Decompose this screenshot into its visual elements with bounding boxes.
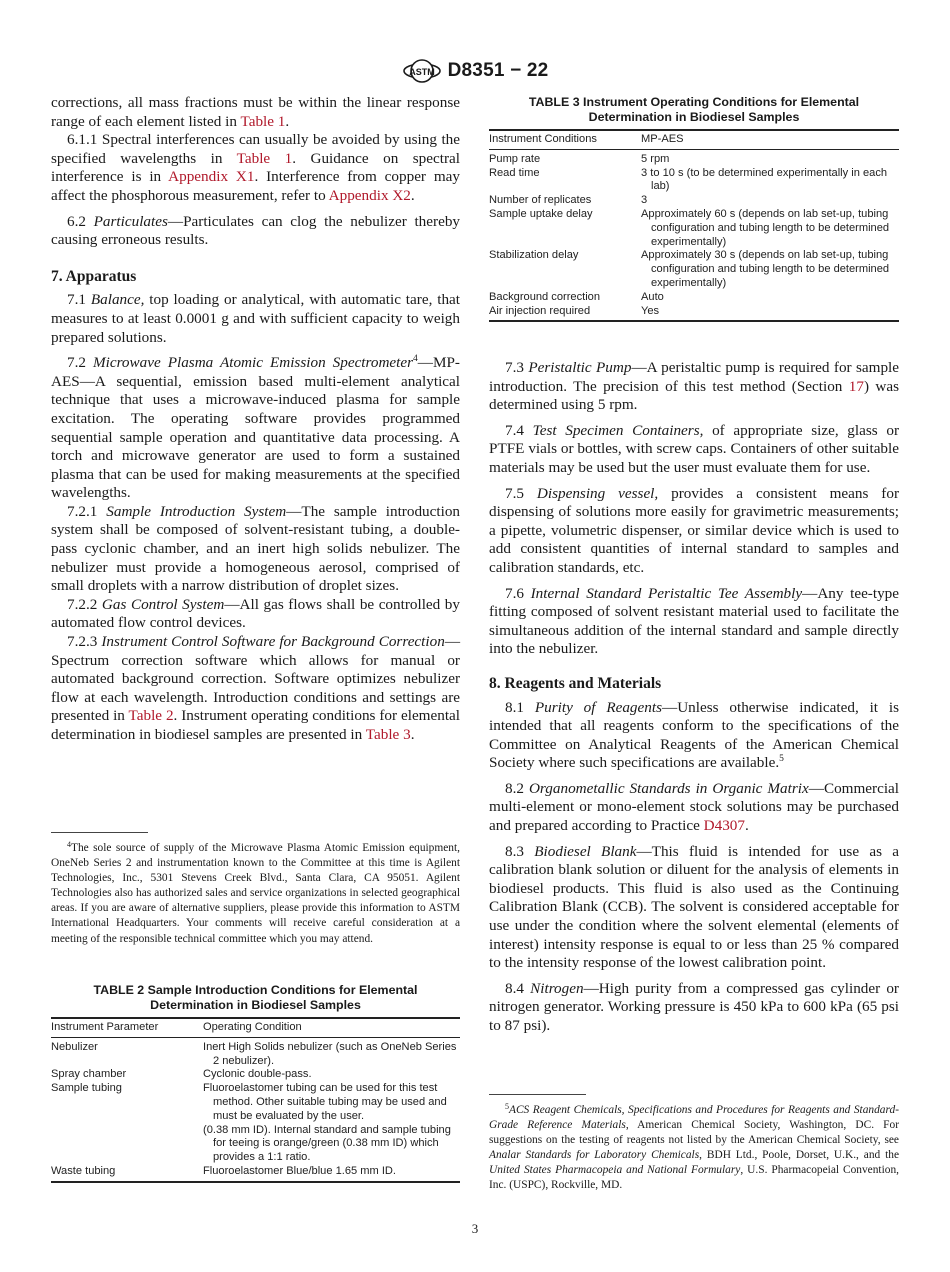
paragraph-7-2-1: 7.2.1 Sample Introduction System—The sample introduction system shall be composed of solvent-resistant tubing, a double-pass cyclonic chamber, and an inert high solids nebulizer. The nebulizer must provide a homogeneous aerosol, comprised of small droplets with a narrow distribution of droplet sizes. <box>51 502 461 595</box>
table-3-title: TABLE 3 Instrument Operating Conditions for Elemental Determination in Biodiesel Samples <box>528 95 860 124</box>
table-row: Nebulizer Inert High Solids nebulizer (such as OneNeb Series 2 nebulizer). <box>51 1040 457 1067</box>
table-row: Waste tubing Fluoroelastomer Blue/blue 1.65 mm ID. <box>51 1164 396 1177</box>
table-row: Number of replicates 3 <box>489 194 648 207</box>
table-3-block <box>489 95 899 322</box>
paragraph-7-3: 7.3 Peristaltic Pump—A peristaltic pump is required for sample introduction. The precision of this test method (Section 17) was determined using 5 rpm. <box>489 359 900 414</box>
link-table-3[interactable]: Table 3 <box>365 726 411 743</box>
paragraph-8-2: 8.2 Organometallic Standards in Organic Matrix—Commercial multi-element or mono-element stock solutions may be purchased and prepared according to Practice D4307. <box>489 779 900 835</box>
svg-text:ASTM: ASTM <box>408 67 435 77</box>
paragraph-7-6: 7.6 Internal Standard Peristaltic Tee Assembly—Any tee-type fitting composed of solvent resistant material used to facilitate the simultaneous addition of the internal standard and sample directly into the nebulizer. <box>489 584 900 658</box>
paragraph-7-2-3: 7.2.3 Instrument Control Software for Background Correction—Spectrum correction software which allows for manual or automated background correction. Software optimizes nebulizer flow at each wavelength. Introduction conditions and settings are presented in Table 2. Instrument operating conditions for elemental determination in biodiesel samples are presented in Table 3. <box>51 633 461 743</box>
paragraph-8-3: 8.3 Biodiesel Blank—This fluid is intended for use as a calibration blank solution or diluent for the analysis of elements in biodiesel products. This fluid is also used as the Continuing Calibration Blank (CCB). The solvent is considered acceptable for use under the condition where the solvent elemental (elements of interest) intensity response is equal to or less than 25 % compared to the intensity response of the lowest calibration point. <box>489 842 900 972</box>
footnote-4-block <box>51 832 460 947</box>
paragraph-8-4: 8.4 Nitrogen—High purity from a compressed gas cylinder or nitrogen generator. Working pressure is 450 kPa to 600 kPa (65 psi to 87 psi). <box>489 979 899 1034</box>
link-table-2[interactable]: Table 2 <box>128 707 174 725</box>
paragraph-6-1-1: 6.1.1 Spectral interferences can usually be avoided by using the specified wavelengths in Table 1. Guidance on spectral interference is in Appendix X1. Interference from copper may affect the phosphorous measurement, refer to Appendix X2. <box>51 131 460 204</box>
table-row: Air injection required Yes <box>489 304 660 317</box>
footnote-divider <box>489 1094 586 1095</box>
link-appendix-x2[interactable]: Appendix X2 <box>328 186 411 204</box>
link-d4307[interactable]: D4307 <box>703 817 745 835</box>
table-2 <box>51 1017 460 1183</box>
table-2-title: TABLE 2 Sample Introduction Conditions for Elemental Determination in Biodiesel Samples <box>93 983 418 1012</box>
astm-logo-icon <box>402 55 442 87</box>
paragraph-8-1: 8.1 Purity of Reagents—Unless otherwise indicated, it is intended that all reagents conform to the specifications of the Committee on Analytical Reagents of the American Chemical Society where such specifications are available.$^5$ <box>489 698 900 772</box>
paragraph-7-1: 7.1 Balance, top loading or analytical, with automatic tare, that measures to at least 0.0001 g and with sufficient capacity to weigh prepared solutions. <box>51 291 461 346</box>
table-row: Read time 3 to 10 s (to be determined experimentally in each lab) <box>489 166 888 193</box>
left-column <box>51 94 460 745</box>
table-2-header-parameter: Instrument Parameter <box>51 1018 203 1037</box>
table-3-header-mp-aes: MP-AES <box>641 130 899 149</box>
link-table-1[interactable]: Table 1 <box>240 112 286 130</box>
footnote-5-block <box>489 1094 899 1194</box>
section-heading-apparatus: 7. Apparatus <box>51 267 137 285</box>
footnote-divider <box>51 832 148 833</box>
paragraph-7-5: 7.5 Dispensing vessel, provides a consistent means for dispensing of solutions more easily for gravimetric measurements; a pipette, volumetric dispenser, or similar device which is used to add consistent quantities of internal standard to samples and calibration standards, etc. <box>489 484 900 576</box>
paragraph-7-4: 7.4 Test Specimen Containers, of appropriate size, glass or PTFE vials or bottles, with screw caps. Containers of other suitable materials may be used but the user must evaluate them for use. <box>489 421 900 476</box>
footnote-4: $^4$The sole source of supply of the Microwave Plasma Atomic Emission equipment, OneNeb Series 2 and instrumentation known to the Committee at this time is Agilent Technologies, Inc., 5301 Stevens Creek Blvd., Santa Clara, CA 95051. Agilent Technologies also has authorized sales and service organizations in selected geographical areas. If you are aware of alternative suppliers, please provide this information to ASTM International Headquarters. Your comments will receive careful consideration at a meeting of the responsible technical committee which you may attend. <box>51 840 460 945</box>
paragraph-continued: corrections, all mass fractions must be within the linear response range of each element listed in Table 1. <box>51 94 460 130</box>
page-number: 3 <box>471 1221 479 1236</box>
table-row: Sample uptake delay Approximately 60 s (depends on lab set-up, tubing configuration and tubing length to be determined experimentally) <box>489 207 890 248</box>
footnote-ref-4[interactable]: 4 <box>413 354 418 365</box>
paragraph-6-2: 6.2 Particulates—Particulates can clog the nebulizer thereby causing erroneous results. <box>51 212 461 249</box>
paragraph-7-2: 7.2 Microwave Plasma Atomic Emission Spectrometer$^4$—MP-AES—A sequential, emission based multi-element analytical technique that uses a microwave-induced plasma for sample excitation. The operating software provides programmed sequential sample operation and quantitative data processing. A torch and microwave generator are used to form a sustained plasma that can be used for making measurements at the specified wavelengths. <box>51 354 460 502</box>
footnote-ref-5[interactable]: 5 <box>779 754 784 765</box>
right-column <box>489 359 899 1036</box>
paragraph-7-2-2: 7.2.2 Gas Control System—All gas flows shall be controlled by automated flow control devices. <box>51 595 460 632</box>
table-row: Sample tubing Fluoroelastomer tubing can be used for this test method. Other suitable tubing may be used and must be evaluated by the user. (0.38 mm ID). Internal standard and sample tubing for teeing is orange/green (0.38 mm ID) which provides a 1:1 ratio. <box>51 1082 451 1164</box>
table-row: Pump rate 5 rpm <box>489 152 670 165</box>
table-2-header-condition: Operating Condition <box>203 1018 460 1037</box>
page-header <box>0 54 950 88</box>
table-3 <box>489 129 899 322</box>
table-row: Background correction Auto <box>489 290 664 303</box>
table-2-block <box>51 983 460 1183</box>
link-appendix-x1[interactable]: Appendix X1 <box>168 168 255 186</box>
link-table-1[interactable]: Table 1 <box>236 149 293 167</box>
link-section-17[interactable]: 17 <box>848 377 864 395</box>
document-id: D8351 − 22 <box>447 60 549 81</box>
table-row: Stabilization delay Approximately 30 s (depends on lab set-up, tubing configuration and tubing length to be determined experimentally) <box>489 249 890 289</box>
table-3-header-conditions: Instrument Conditions <box>489 130 641 149</box>
section-heading-reagents: 8. Reagents and Materials <box>489 674 662 692</box>
table-row: Spray chamber Cyclonic double-pass. <box>51 1068 312 1081</box>
footnote-5: $^5$ACS Reagent Chemicals, Specifications and Procedures for Reagents and Standard-Grade Reference Materials, American Chemical Society, Washington, DC. For suggestions on the testing of reagents not listed by the American Chemical Society, see Analar Standards for Laboratory Chemicals, BDH Ltd., Poole, Dorset, U.K., and the United States Pharmacopeia and National Formulary, U.S. Pharmacopeial Convention, Inc. (USPC), Rockville, MD. <box>489 1102 900 1192</box>
